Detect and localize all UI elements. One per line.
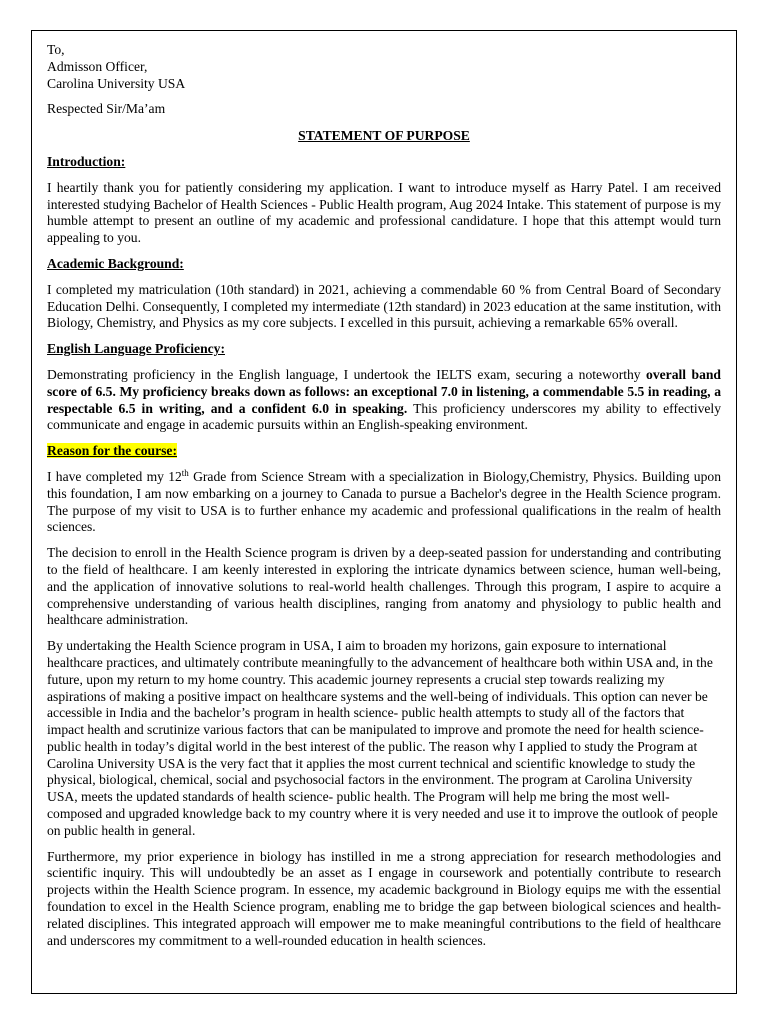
paragraph-reason-4: Furthermore, my prior experience in biology has instilled in me a strong appreciation for research methodologies and scientific inquiry. This will undoubtedly be an asset as I engage in coursework and potentially contribute to research projects within the Health Science program. In essence, my academic background in Biology equips me with the essential foundation to excel in the Health Science program, enabling me to bridge the gap between biological sciences and health-related disciplines. This integrated approach will empower me to make meaningful contributions to the field of healthcare and underscores my commitment to a well-rounded education in health sciences. [47,848,721,948]
paragraph-academic-background: I completed my matriculation (10th standard) in 2021, achieving a commendable 60 % from Central Board of Secondary Education Delhi. Consequently, I completed my intermediate (12th standard) in 2023 education at the same institution, with Biology, Chemistry, and Physics as my core subjects. I excelled in this pursuit, achieving a remarkable 65% overall. [47,281,721,331]
paragraph-english-proficiency [47,367,721,434]
highlighted-heading-text: Reason for the course: [47,443,177,459]
english-text-bold: overall band score of 6.5. My proficiency breaks down as follows: an exceptional 7.0 in listening, a commendable 5.5 in reading, a respectable 6.5 in writing, and a confident 6.0 in speaking. [47,366,721,416]
heading-english-proficiency: English Language Proficiency: [47,341,225,357]
english-text-before: Demonstrating proficiency in the English language, I undertook the IELTS exam, securing a noteworthy [47,366,647,382]
paragraph-introduction: I heartily thank you for patiently considering my application. I want to introduce myself as Harry Patel. I am received interested studying Bachelor of Health Sciences - Public Health program, Aug 2024 Intake. This statement of purpose is my humble attempt to present an outline of my academic and professional candidature. I hope that this attempt would turn appealing to you. [47,179,721,246]
paragraph-reason-1 [47,469,721,536]
recipient-line-university: Carolina University USA [47,75,186,91]
reason-1-text-before: I have completed my 12 [47,468,182,484]
reason-1-text-after: Grade from Science Stream with a specialization in Biology,Chemistry, Physics. Building upon this foundation, I am now embarking on a journey to Canada to pursue a Bachelor's degree in the Health Science program. The purpose of my visit to USA is to further enhance my academic and professional qualifications in the realm of health sciences. [47,468,721,535]
paragraph-reason-2: The decision to enroll in the Health Science program is driven by a deep-seated passion for understanding and contributing to the field of healthcare. I am keenly interested in exploring the intricate dynamics between science, human well-being, and the application of innovative solutions to real-world health challenges. Through this program, I aspire to acquire a comprehensive understanding of various health disciplines, ranging from anatomy and physiology to public health and healthcare administration. [47,545,721,628]
recipient-line-officer: Admisson Officer, [47,58,148,74]
english-text-after: This proficiency underscores my ability to effectively communicate and engage in academic pursuits within an English-speaking environment. [47,400,721,433]
heading-academic-background: Academic Background: [47,255,184,271]
heading-introduction: Introduction: [47,153,126,169]
document-title: STATEMENT OF PURPOSE [298,128,470,144]
recipient-address [47,42,721,92]
ordinal-superscript: th [181,467,189,478]
document-body [47,42,721,949]
heading-reason-for-course [47,443,721,460]
paragraph-reason-3: By undertaking the Health Science program in USA, I aim to broaden my horizons, gain exposure to international healthcare practices, and ultimately contribute meaningfully to the advancement of healthcare both within USA and, in the future, upon my return to my home country. This academic journey represents a crucial step towards realizing my aspirations of making a positive impact on healthcare systems and the well-being of individuals. This option can never be accessible in India and the bachelor’s program in health science- public health attempts to study all of the factors that impact health and scrutinize various factors that can be manipulated to improve and promote the need for health science- public health in today’s digital world in the best interest of the public. The reason why I applied to study the Program at Carolina University USA is the very fact that it applies the most current technical and scientific knowledge to study the physical, biological, chemical, social and psychosocial factors in the environment. The program at Carolina University USA, meets the updated standards of health science- public health. The Program will help me bring the most well-composed and upgraded knowledge back to my country where it is very needed and use it to improve the outlook of people on public health in general. [47,638,718,838]
salutation: Respected Sir/Ma’am [47,101,166,117]
recipient-line-to: To, [47,42,65,57]
